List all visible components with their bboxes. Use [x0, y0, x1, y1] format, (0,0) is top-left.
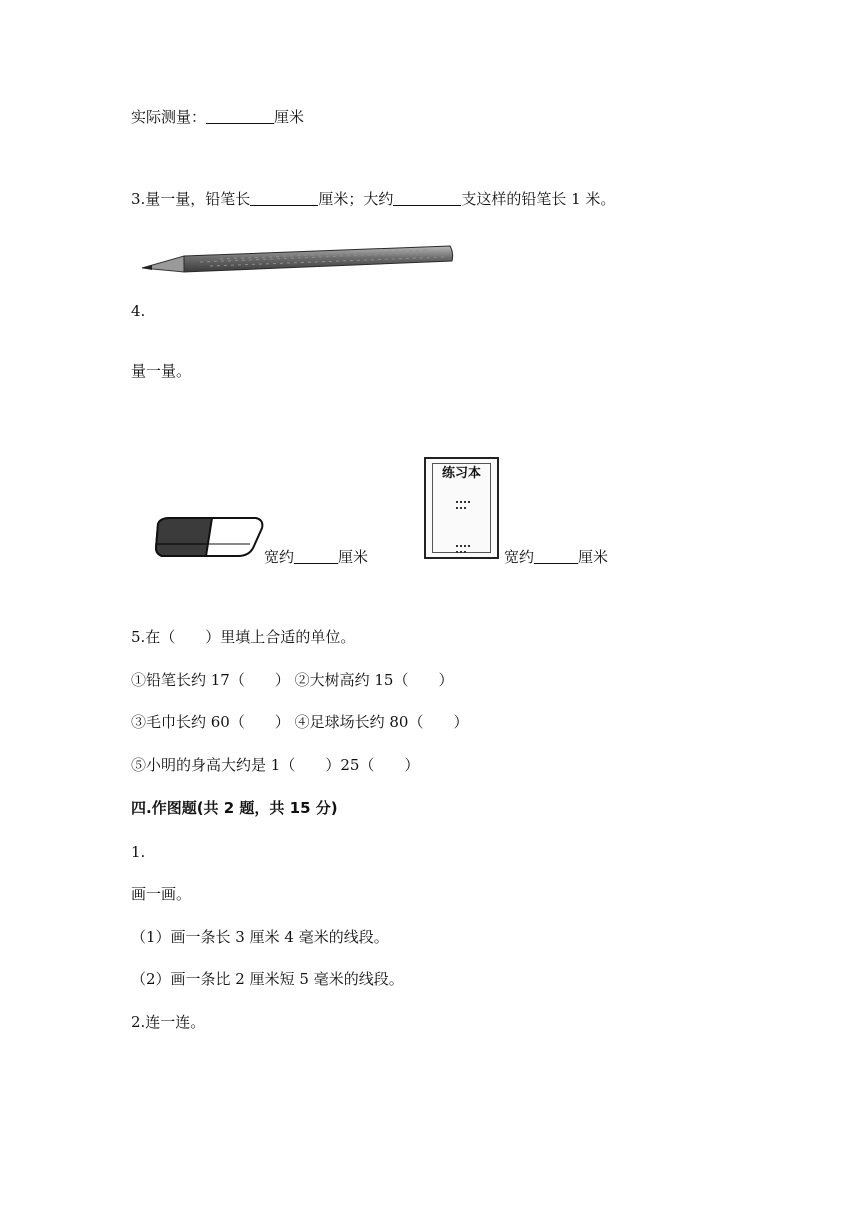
notebook-mark-top — [456, 501, 470, 503]
q3-part3: 支这样的铅笔长 1 米。 — [461, 190, 616, 208]
section-4-q1-number: 1. — [131, 843, 146, 861]
eraser-caption-suffix: 厘米 — [338, 548, 369, 566]
notebook-caption-suffix: 厘米 — [578, 548, 609, 566]
q4-number: 4. — [131, 302, 146, 320]
q3-part2: 厘米；大约 — [318, 190, 394, 208]
notebook-mark-bottom — [456, 545, 470, 547]
notebook-width-caption — [504, 548, 608, 565]
eraser-width-caption — [264, 548, 368, 565]
eraser-image — [150, 514, 266, 562]
q5-row-2: ③毛巾长约 60（ ） ④足球场长约 80（ ） — [131, 713, 469, 731]
q5-title: 5.在（ ）里填上合适的单位。 — [131, 628, 356, 646]
q4-instruction: 量一量。 — [131, 362, 192, 380]
section-4-q1-part-2: （2）画一条比 2 厘米短 5 毫米的线段。 — [131, 970, 404, 988]
question-3 — [131, 190, 615, 207]
measure-prefix: 实际测量： — [131, 108, 207, 126]
measure-answer-line — [131, 108, 304, 125]
measure-blank[interactable] — [206, 108, 274, 124]
notebook-mark-bottom-2 — [456, 551, 466, 553]
q3-part1: 3.量一量，铅笔长 — [131, 190, 251, 208]
notebook-image — [424, 457, 499, 559]
section-4-q1-part-1: （1）画一条长 3 厘米 4 毫米的线段。 — [131, 928, 389, 946]
notebook-mark-top-2 — [456, 507, 466, 509]
measure-suffix: 厘米 — [274, 108, 305, 126]
section-4-q1-instruction: 画一画。 — [131, 885, 192, 903]
section-4-q2: 2.连一连。 — [131, 1013, 206, 1031]
q5-row-1: ①铅笔长约 17（ ） ②大树高约 15（ ） — [131, 671, 454, 689]
notebook-caption-prefix: 宽约 — [504, 548, 535, 566]
section-4-heading: 四.作图题(共 2 题，共 15 分) — [131, 799, 338, 817]
pencil-image — [140, 242, 456, 276]
pencil-body — [184, 246, 453, 272]
notebook-title: 练习本 — [441, 466, 481, 481]
q3-pencil-count-blank[interactable] — [393, 190, 461, 206]
pencil-tip — [142, 256, 184, 272]
q5-row-3: ⑤小明的身高大约是 1（ ）25（ ） — [131, 756, 420, 774]
eraser-caption-prefix: 宽约 — [264, 548, 295, 566]
q3-pencil-length-blank[interactable] — [250, 190, 318, 206]
notebook-width-blank[interactable] — [534, 548, 578, 564]
eraser-width-blank[interactable] — [294, 548, 338, 564]
